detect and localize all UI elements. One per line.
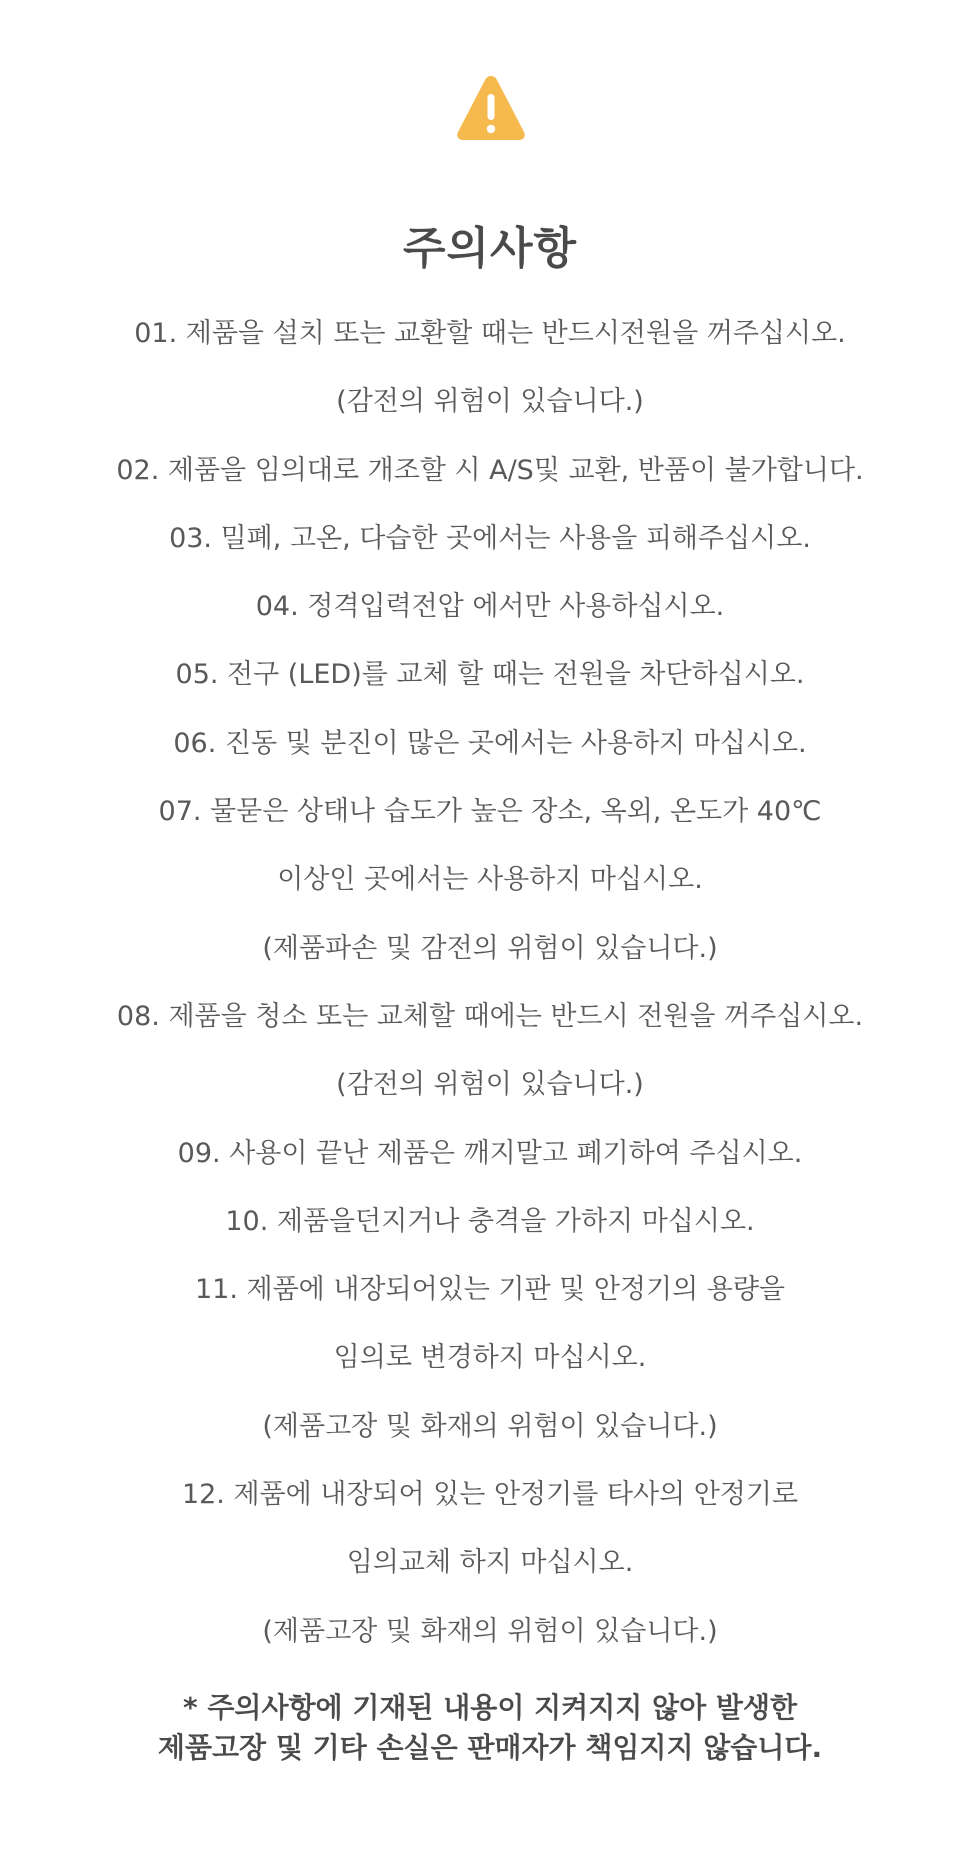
notice-line: (제품고장 및 화재의 위험이 있습니다.) (262, 1410, 718, 1442)
page-title: 주의사항 (402, 223, 577, 274)
notice-line: 10. 제품을던지거나 충격을 가하지 마십시오. (225, 1205, 755, 1237)
notice-line: 02. 제품을 임의대로 개조할 시 A/S및 교환, 반품이 불가합니다. (116, 454, 864, 486)
notice-line: 06. 진동 및 분진이 많은 곳에서는 사용하지 마십시오. (173, 727, 807, 759)
disclaimer-line: 제품고장 및 기타 손실은 판매자가 책임지지 않습니다. (157, 1731, 823, 1764)
warning-exclamation-bar (488, 94, 495, 120)
notice-line: (제품고장 및 화재의 위험이 있습니다.) (262, 1615, 718, 1647)
notice-line: 11. 제품에 내장되어있는 기판 및 안정기의 용량을 (195, 1274, 785, 1306)
notice-line: (감전의 위험이 있습니다.) (336, 1069, 644, 1101)
disclaimer-note (0, 1688, 980, 1768)
notice-line: 09. 사용이 끝난 제품은 깨지말고 폐기하여 주십시오. (177, 1137, 803, 1169)
notice-line: 01. 제품을 설치 또는 교환할 때는 반드시전원을 꺼주십시오. (134, 318, 846, 349)
disclaimer-line: * 주의사항에 기재된 내용이 지켜지지 않아 발생한 (182, 1691, 798, 1724)
notice-line: 05. 전구 (LED)를 교체 할 때는 전원을 차단하십시오. (175, 659, 805, 691)
notice-line: 임의로 변경하지 마십시오. (333, 1342, 647, 1374)
notice-line: (감전의 위험이 있습니다.) (336, 386, 644, 418)
notice-line: 07. 물묻은 상태나 습도가 높은 장소, 옥외, 온도가 40℃ (158, 796, 822, 828)
notice-line: 이상인 곳에서는 사용하지 마십시오. (277, 864, 703, 896)
notice-line: 03. 밀폐, 고온, 다습한 곳에서는 사용을 피해주십시오. (169, 522, 811, 554)
notice-line: 임의교체 하지 마십시오. (346, 1547, 634, 1579)
notice-line: 08. 제품을 청소 또는 교체할 때에는 반드시 전원을 꺼주십시오. (116, 1000, 864, 1032)
notice-line: 12. 제품에 내장되어 있는 안정기를 타사의 안정기로 (181, 1479, 799, 1511)
warning-icon (455, 72, 527, 144)
notice-line: (제품파손 및 감전의 위험이 있습니다.) (262, 932, 718, 964)
notice-line: 04. 정격입력전압 에서만 사용하십시오. (255, 591, 725, 623)
notice-list (0, 300, 980, 1666)
warning-exclamation-dot (487, 125, 495, 133)
